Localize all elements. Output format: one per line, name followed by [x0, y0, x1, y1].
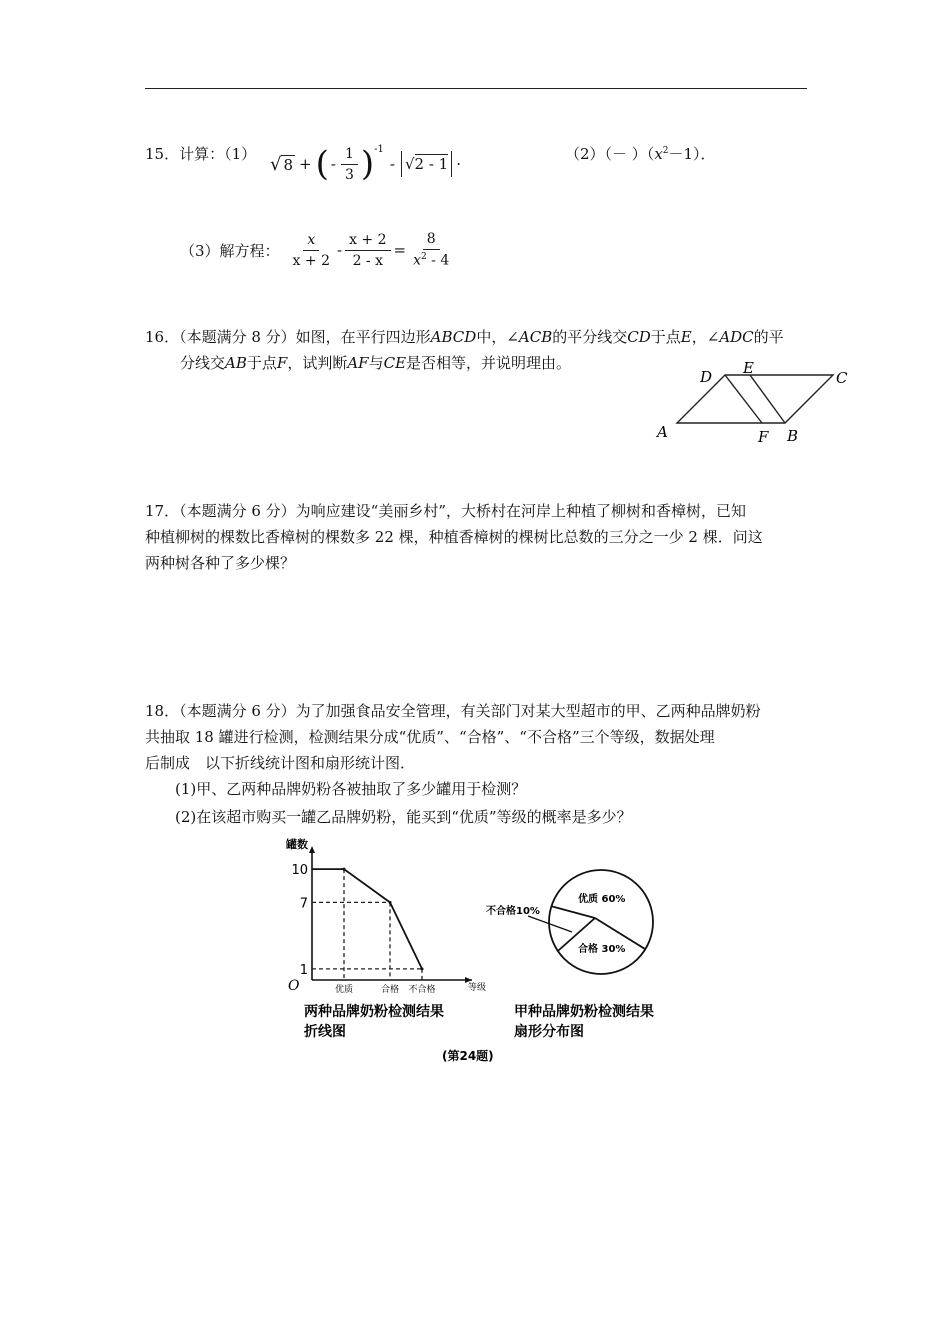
- q18-line-3: 后制成 以下折线统计图和扇形统计图．: [145, 754, 416, 772]
- data-point-2: [421, 967, 424, 970]
- q16-l2b: AB: [225, 354, 247, 372]
- q18-text: [145, 698, 807, 830]
- label-e: E: [743, 360, 754, 377]
- line-caption-2: 折线图: [304, 1024, 346, 1040]
- f2-den: 2 - x: [352, 252, 383, 269]
- y-tick-label-1: 7: [299, 896, 308, 912]
- y-tick-label-2: 1: [299, 962, 308, 978]
- label-f: F: [758, 428, 769, 446]
- q16-l1f: CD: [627, 328, 651, 346]
- q16-l1a: 16．（本题满分 8 分）如图，在平行四边形: [145, 328, 431, 346]
- q18-sub-2: (2)在该超市购买一罐乙品牌奶粉，能买到“优质”等级的概率是多少？: [175, 808, 632, 826]
- header-rule: [145, 88, 807, 89]
- q16-l2h: CE: [383, 354, 407, 372]
- q17-text: [145, 498, 807, 576]
- q16-l2c: 于点: [246, 354, 277, 372]
- q15-part2: [565, 143, 716, 164]
- q15-part1: [145, 143, 256, 164]
- f3-den: [409, 250, 453, 269]
- line-chart-ylabel: 罐数: [286, 838, 308, 851]
- paren-open: (: [315, 144, 329, 184]
- q17-line-3: 两种树各种了多少棵？: [145, 554, 296, 572]
- figure-number: (第24题): [442, 1049, 494, 1063]
- q15-p2-sup: 2: [662, 146, 669, 156]
- pie-caption-2: 扇形分布图: [514, 1024, 584, 1040]
- q16-l1g: 于点: [650, 328, 681, 346]
- y-axis-arrow: [309, 846, 315, 853]
- plus-operator: +: [299, 155, 312, 173]
- exponent: -1: [374, 144, 384, 155]
- q16-l1c: 中，∠: [476, 328, 519, 346]
- label-a: A: [657, 423, 668, 441]
- pie-chart: [528, 870, 653, 974]
- q15-p3-label: （3）解方程：: [180, 241, 280, 260]
- q15-p2-x: x: [654, 145, 663, 163]
- pie-label-qualified: 合格 30%: [578, 944, 626, 955]
- pie-label-unqualified: 不合格10%: [486, 906, 540, 917]
- q16-l1e: 的平分线交: [552, 328, 628, 346]
- end-dot: ·: [456, 155, 462, 173]
- line-chart-origin: O: [288, 978, 300, 994]
- frac-num: 1: [341, 146, 358, 165]
- x-tick-label-1: 合格: [380, 985, 400, 995]
- q15-label: 15．计算：（1）: [145, 145, 257, 163]
- pie-caption-1: 甲种品牌奶粉检测结果: [514, 1004, 654, 1020]
- y-tick-label-0: 10: [291, 863, 308, 879]
- q17-line-2: 种植柳树的棵数比香樟树的棵数多 22 棵，种植香樟树的棵树比总数的三分之一少 2 棵．问这: [145, 528, 763, 546]
- q16-l1h: E: [680, 328, 692, 346]
- fraction-3: [409, 231, 453, 269]
- data-point-1: [389, 901, 392, 904]
- q16-l1k: 的平: [753, 328, 784, 346]
- q15-expression-1: [270, 140, 461, 188]
- label-b: B: [787, 427, 799, 445]
- q16-l2f: AF: [347, 354, 369, 372]
- data-point-0: [343, 868, 346, 871]
- line-chart-xlabel: 等级: [468, 983, 487, 993]
- q15-p2-rest: －1）．: [668, 145, 716, 163]
- abs-inner: 2 - 1: [414, 155, 449, 173]
- op-equals: =: [393, 241, 407, 259]
- q16-l1i: ，∠: [691, 328, 720, 346]
- pie-boundary-2: [551, 906, 595, 918]
- x-tick-label-0: 优质: [334, 985, 354, 995]
- q18-line-2: 共抽取 18 罐进行检测，检测结果分成“优质”、“合格”、“不合格”三个等级，数据处理: [145, 728, 715, 746]
- f3-den-rest: - 4: [426, 252, 450, 269]
- q18-line-1: 18．（本题满分 6 分）为了加强食品安全管理，有关部门对某大型超市的甲、乙两种品牌奶粉: [145, 702, 761, 720]
- parallelogram-figure: [650, 360, 850, 450]
- q16-l2d: F: [276, 354, 288, 372]
- f2-num: x + 2: [345, 232, 390, 251]
- f1-num: x: [303, 232, 319, 251]
- q16-l2i: 是否相等，并说明理由。: [406, 354, 572, 372]
- q15-part3: [180, 225, 456, 275]
- q15-p2-label: （2）（－ ）（: [565, 145, 655, 163]
- f3-den-sup: 2: [420, 252, 427, 263]
- neg-sign: -: [330, 155, 336, 173]
- q16-l2g: 与: [368, 354, 384, 372]
- label-d: D: [700, 368, 713, 386]
- sqrt-symbol: √: [270, 153, 282, 175]
- sqrt-radicand: 8: [283, 155, 294, 174]
- abs-value: [401, 151, 452, 177]
- q18-sub-1: (1)甲、乙两种品牌奶粉各被抽取了多少罐用于检测？: [175, 780, 527, 798]
- abs-sqrt-symbol: √: [404, 155, 415, 173]
- q16-l1j: ADC: [719, 328, 754, 346]
- fraction-1: [289, 232, 334, 269]
- fraction-2: [345, 232, 390, 269]
- f3-den-x: x: [413, 252, 421, 269]
- bisector-df: [725, 375, 762, 423]
- line-chart: [291, 846, 472, 995]
- minus-operator: -: [389, 155, 395, 173]
- pie-label-excellent: 优质 60%: [578, 894, 626, 905]
- paren-close: ): [360, 144, 375, 184]
- f1-den: x + 2: [292, 252, 330, 269]
- f3-num: 8: [423, 231, 440, 250]
- q16-l2a: 分线交: [180, 354, 226, 372]
- statistics-figure: [282, 832, 674, 1066]
- x-tick-label-2: 不合格: [408, 985, 436, 995]
- frac-den: 3: [344, 166, 354, 183]
- series-line: [312, 869, 422, 969]
- q16-line-1: [145, 324, 807, 350]
- label-c: C: [836, 369, 848, 387]
- q16-l1b: ABCD: [430, 328, 477, 346]
- q16-l2e: ，试判断: [287, 354, 348, 372]
- bisector-ce: [750, 375, 785, 423]
- op-minus: -: [336, 241, 343, 259]
- q17-line-1: 17．（本题满分 6 分）为响应建设“美丽乡村”，大桥村在河岸上种植了柳树和香樟树，已知: [145, 502, 747, 520]
- line-caption-1: 两种品牌奶粉检测结果: [304, 1004, 444, 1020]
- statistics-svg: [282, 832, 674, 1066]
- q16-l1d: ACB: [518, 328, 553, 346]
- fraction-one-third: [341, 146, 358, 183]
